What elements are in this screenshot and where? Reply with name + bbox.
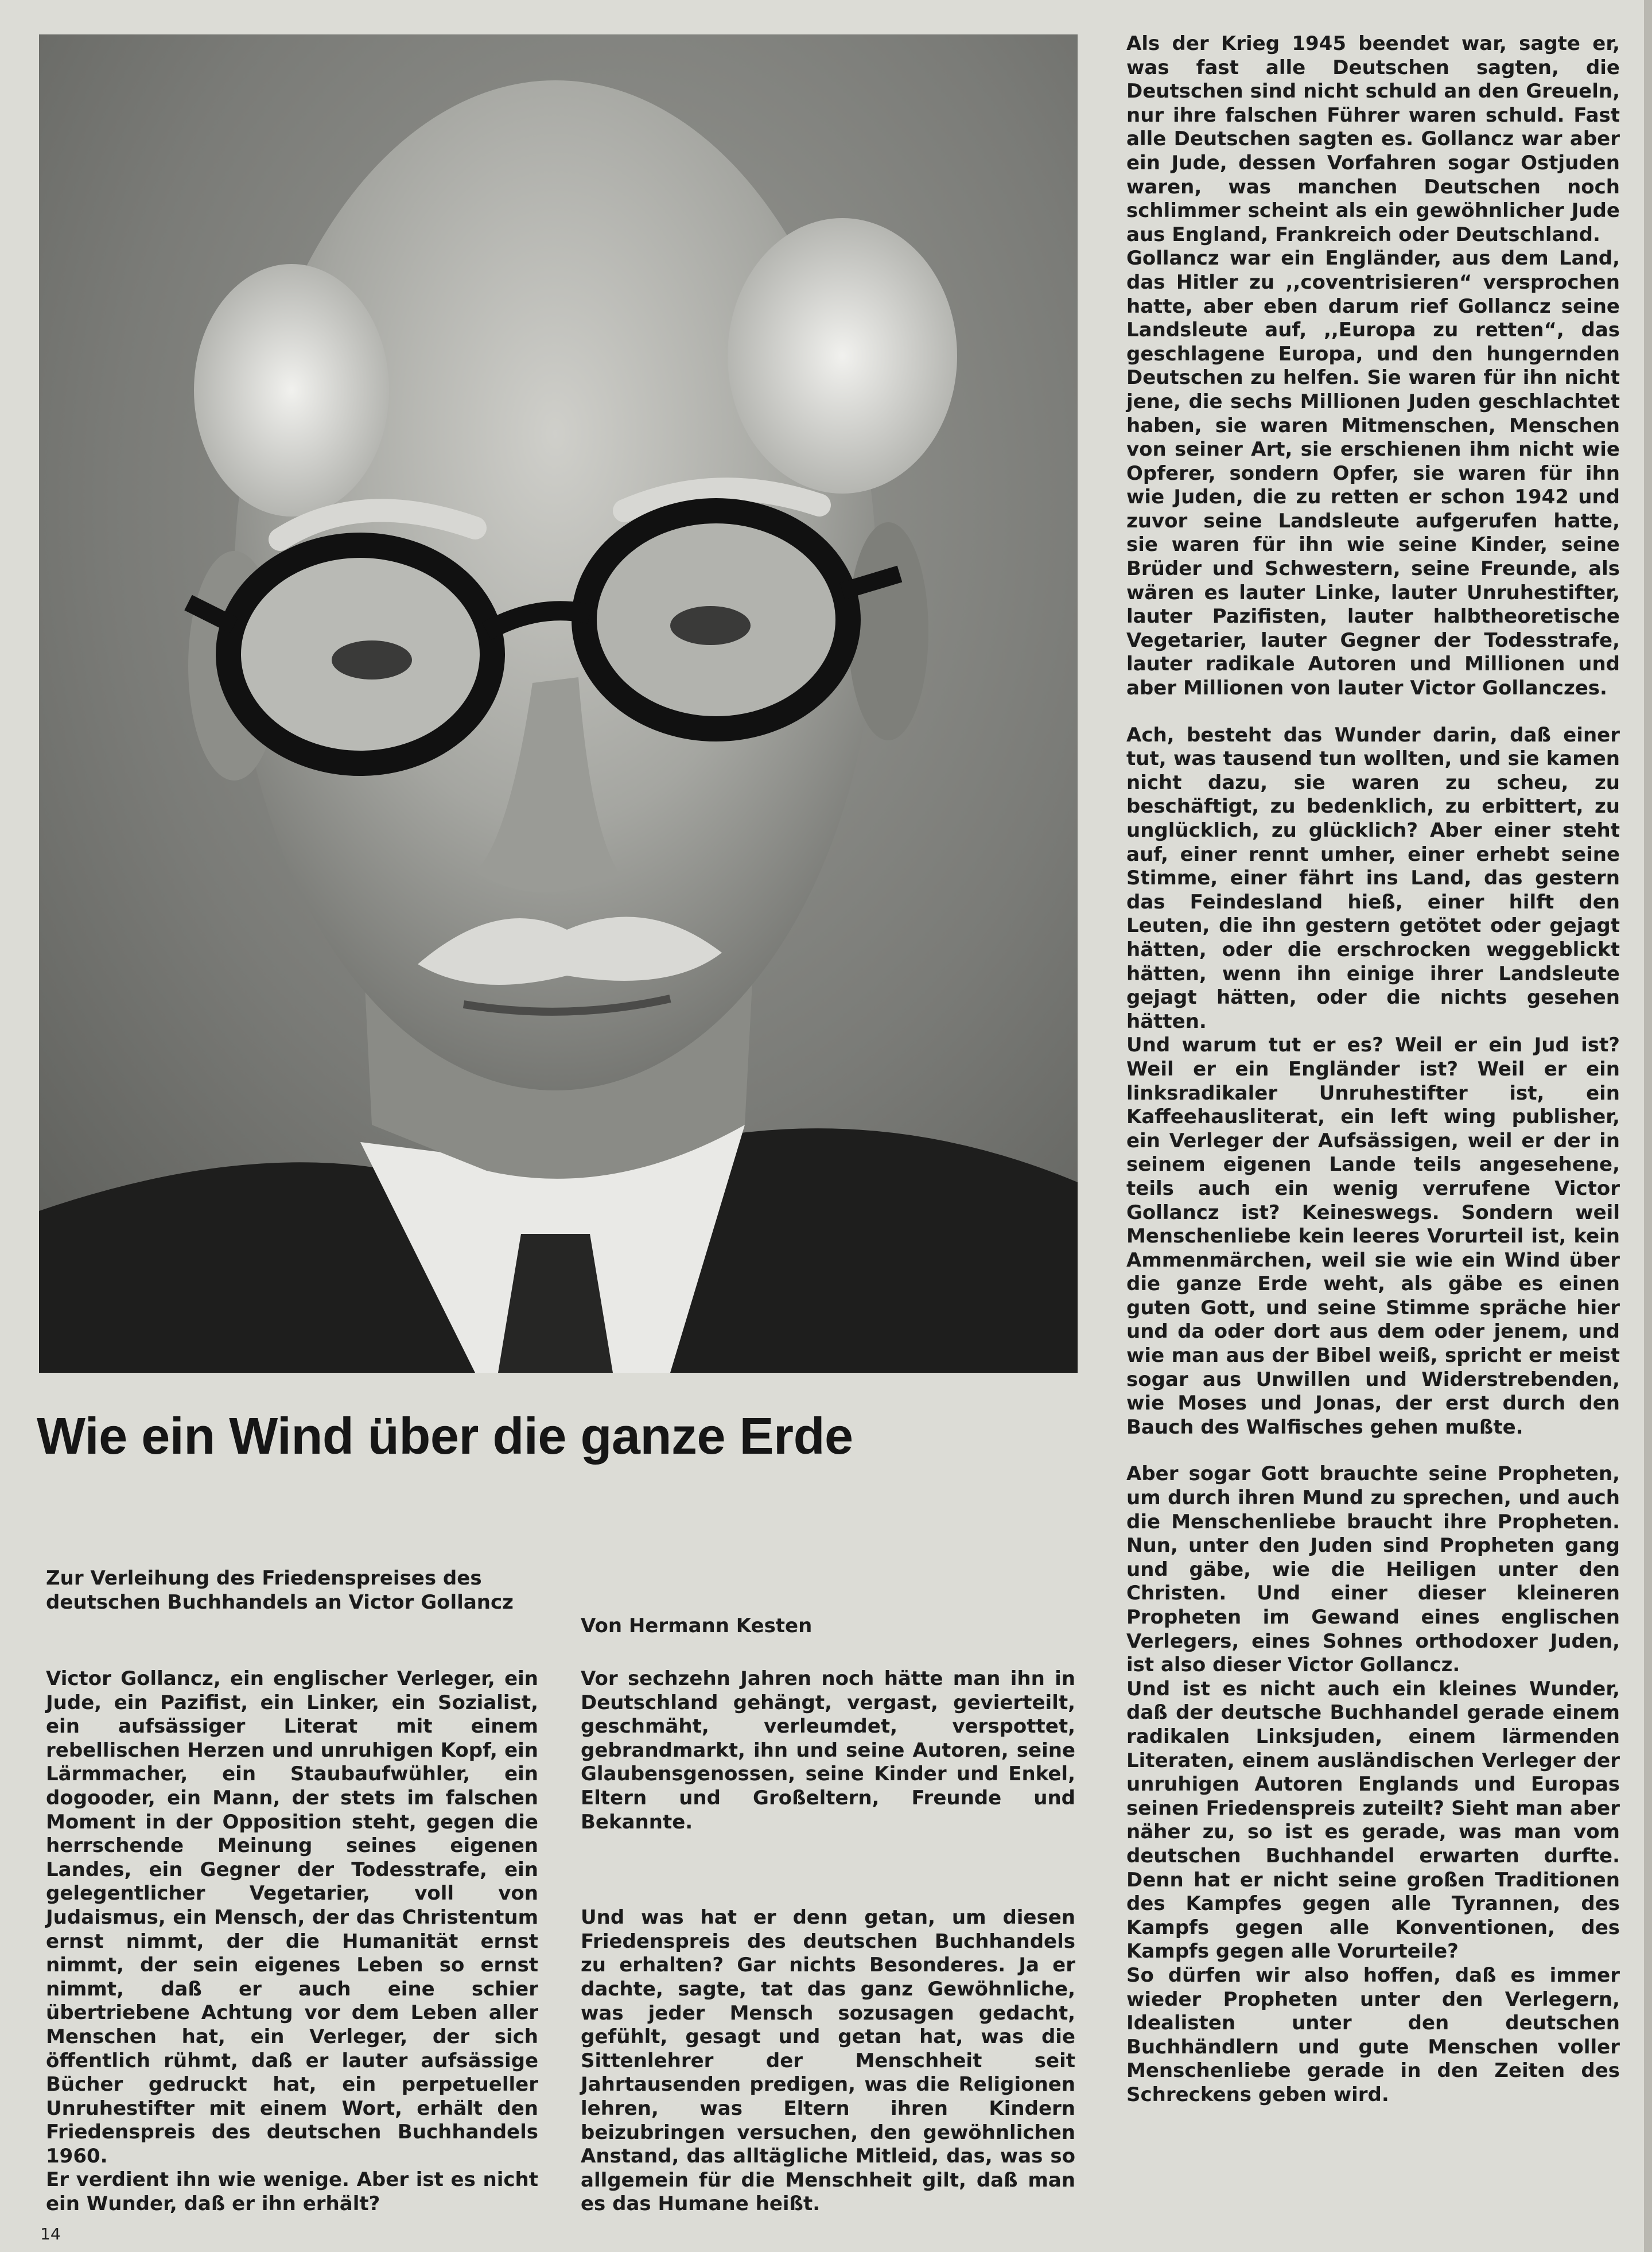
portrait-photo-icon (39, 34, 1078, 1373)
column-3-paragraph: Und warum tut er es? Weil er ein Jud ist? Weil er ein Engländer ist? Weil er ein linksradikaler Unruhestifter ist, ein Kaffeehausliterat, ein left wing publisher, ein Verleger der Aufsässigen, weil er der in seinem eigenen Lande teils angesehene, teils auch ein wenig verrufene Victor Gollancz ist? Keineswegs. Sondern weil Menschenliebe kein leeres Vorurteil ist, kein Ammenmärchen, weil sie wie ein Wind über die ganze Erde weht, als gäbe es einen guten Gott, und seine Stimme spräche hier und da oder dort aus dem oder jenem, und wie man aus der Bibel weiß, spricht er meist sogar aus Unwillen und Widerstrebenden, wie Moses und Jonas, der erst durch den Bauch des Walfisches gehen mußte. (1126, 1034, 1620, 1439)
headline: Wie ein Wind über die ganze Erde (37, 1408, 853, 1465)
page-edge (1644, 0, 1652, 2252)
column-3-paragraph: Aber sogar Gott brauchte seine Propheten, um durch ihren Mund zu sprechen, und auch die Menschenliebe braucht ihre Propheten. Nun, unter den Juden sind Propheten gang und gäbe, wie die Heiligen unter den Christen. Und einer dieser kleineren Propheten im Gewand eines englischen Verlegers, eines Sohnes orthodoxer Juden, ist also dieser Victor Gollancz. (1126, 1462, 1620, 1677)
subtitle: Zur Verleihung des Friedenspreises des deutschen Buchhandels an Victor Gollancz (46, 1567, 514, 1614)
column-1 (46, 1667, 538, 2216)
column-2 (581, 1667, 1075, 2216)
column-2-paragraph: Und was hat er denn getan, um diesen Friedenspreis des deutschen Buchhandels zu erhalten? Gar nichts Besonderes. Ja er dachte, sagte, tat das ganz Gewöhnliche, was jeder Mensch sozusagen gedacht, gefühlt, gesagt und getan hat, was die Sittenlehrer der Menschheit seit Jahrtausenden predigen, was die Religionen lehren, was Eltern ihren Kindern beizubringen versuchen, den gewöhnlichen Anstand, das alltägliche Mitleid, das, was so allgemein für die Menschheit gilt, daß man es das Humane heißt. (581, 1906, 1075, 2216)
column-3-paragraph: Als der Krieg 1945 beendet war, sagte er, was fast alle Deutschen sagten, die Deutschen sind nicht schuld an den Greueln, nur ihre falschen Führer waren schuld. Fast alle Deutschen sagten es. Gollancz war aber ein Jude, dessen Vorfahren sogar Ostjuden waren, was manchen Deutschen noch schlimmer scheint als ein gewöhnlicher Jude aus England, Frankreich oder Deutschland. (1126, 32, 1620, 246)
byline: Von Hermann Kesten (581, 1614, 813, 1637)
column-1-paragraph: Er verdient ihn wie wenige. Aber ist es nicht ein Wunder, daß er ihn erhält? (46, 2168, 538, 2216)
column-1-paragraph: Victor Gollancz, ein englischer Verleger, ein Jude, ein Pazifist, ein Linker, ein Sozialist, ein aufsässiger Literat mit einem rebellischen Herzen und unruhigen Kopf, ein Lärmmacher, ein Staubaufwühler, ein dogooder, ein Mann, der stets im falschen Moment in der Opposition steht, gegen die herrschende Meinung seines eigenen Landes, ein Gegner der Todesstrafe, ein gelegentlicher Vegetarier, voll von Judaismus, ein Mensch, der das Christentum ernst nimmt, der die Humanität ernst nimmt, der sein eigenes Leben so ernst nimmt, daß er auch eine schier übertriebene Achtung vor dem Leben aller Menschen hat, ein Verleger, der sich öffentlich rühmt, daß er lauter aufsässige Bücher gedruckt hat, ein perpetueller Unruhestifter mit einem Wort, erhält den Friedenspreis des deutschen Buchhandels 1960. (46, 1667, 538, 2168)
column-3-paragraph: Und ist es nicht auch ein kleines Wunder, daß der deutsche Buchhandel gerade einem radikalen Linksjuden, einem lärmenden Literaten, einem ausländischen Verleger der unruhigen Autoren Englands und Europas seinen Friedenspreis zuteilt? Sieht man aber näher zu, so ist es gerade, was man vom deutschen Buchhandel erwarten durfte. Denn hat er nicht seine großen Traditionen des Kampfes gegen alle Tyrannen, des Kampfs gegen alle Konventionen, des Kampfs gegen alle Vorurteile? (1126, 1677, 1620, 1963)
column-3 (1126, 32, 1620, 2107)
column-3-paragraph: Ach, besteht das Wunder darin, daß einer tut, was tausend tun wollten, und sie kamen nicht dazu, sie waren zu scheu, zu beschäftigt, zu bedenklich, zu erbittert, zu unglücklich, zu glücklich? Aber einer steht auf, einer rennt umher, einer erhebt seine Stimme, einer fährt ins Land, das gestern das Feindesland hieß, einer hilft den Leuten, die ihn gestern getötet oder gejagt hätten, oder die erschrocken weggeblickt hätten, wenn ihn einige ihrer Landsleute gejagt hätten, oder die nichts gesehen hätten. (1126, 723, 1620, 1033)
column-3-paragraph: So dürfen wir also hoffen, daß es immer wieder Propheten unter den Verlegern, Idealisten unter den deutschen Buchhändlern und gute Menschen voller Menschenliebe gerade in den Zeiten des Schreckens geben wird. (1126, 1963, 1620, 2106)
column-2-paragraph: Vor sechzehn Jahren noch hätte man ihn in Deutschland gehängt, vergast, gevierteilt, geschmäht, verleumdet, verspottet, gebrandmarkt, ihn und seine Autoren, seine Glaubensgenossen, seine Kinder und Enkel, Eltern und Großeltern, Freunde und Bekannte. (581, 1667, 1075, 1834)
column-3-paragraph: Gollancz war ein Engländer, aus dem Land, das Hitler zu ,,coventrisieren“ versprochen hatte, aber eben darum rief Gollancz seine Landsleute auf, ,,Europa zu retten“, das geschlagene Europa, und den hungernden Deutschen zu helfen. Sie waren für ihn nicht jene, die sechs Millionen Juden geschlachtet haben, sie waren Mitmenschen, Menschen von seiner Art, sie erschienen ihm nicht wie Opferer, sondern Opfer, sie waren für ihn wie Juden, die zu retten er schon 1942 und zuvor seine Landsleute aufgerufen hatte, sie waren für ihn wie seine Kinder, seine Brüder und Schwestern, seine Freunde, als wären es lauter Linke, lauter Unruhestifter, lauter Pazifisten, lauter halbtheoretische Vegetarier, lauter Gegner der Todesstrafe, lauter radikale Autoren und Millionen und aber Millionen von lauter Victor Gollanczes. (1126, 247, 1620, 700)
page-number: 14 (40, 2224, 61, 2243)
portrait-photo (39, 34, 1078, 1373)
